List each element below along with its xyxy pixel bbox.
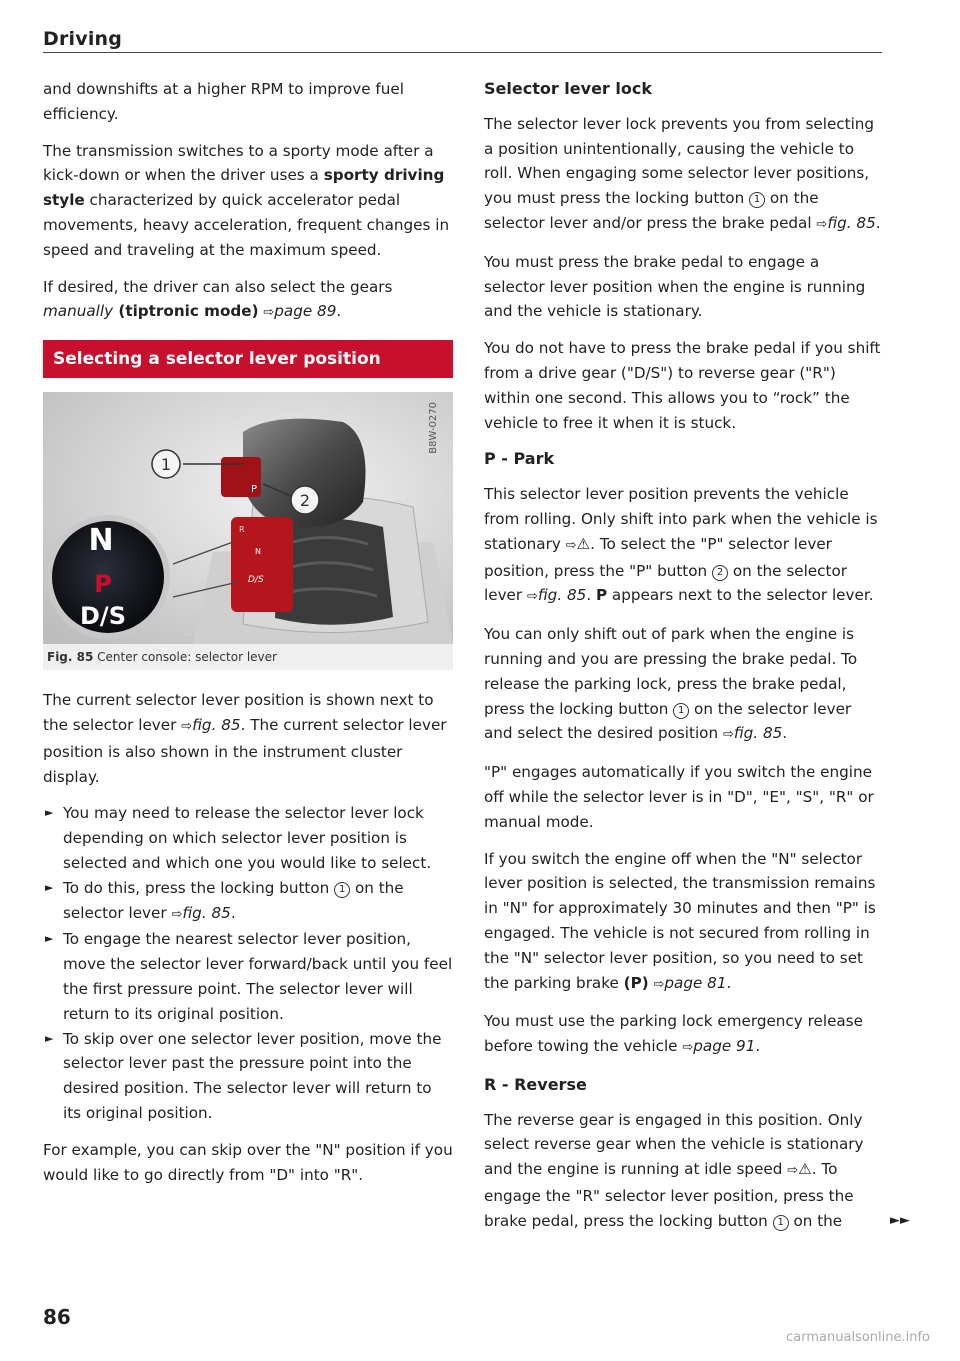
paragraph: You do not have to press the brake pedal if you shift from a drive gear ("D/S") to reverse gear ("R") within one second. This allows you to “rock” the vehicle to free it when it is stuck. (484, 339, 881, 432)
section-title: Selecting a selector lever position (43, 340, 453, 378)
instruction-list (43, 801, 453, 1125)
lever-n-label: N (255, 547, 261, 557)
paragraph: You can only shift out of park when the engine is running and you are pressing the brake pedal. To release the parking lock, press the brake pedal, press the locking button 1 on the selector lever and select the desired position ⇨fig. 85. (484, 625, 858, 743)
header-rule (43, 52, 882, 53)
arrow-icon: ⇨ (263, 305, 275, 321)
lever-ds-label: D/S (248, 575, 264, 586)
callout-1-icon: 1 (773, 1215, 789, 1231)
left-column (43, 77, 453, 1199)
fig-ref-link[interactable]: fig. 85 (827, 213, 876, 232)
callout-2-icon: 2 (712, 565, 728, 581)
paragraph: This selector lever position prevents the vehicle from rolling. Only shift into park when the vehicle is stationary ⇨⚠. To select the "P" selector lever position, press the "P" button 2 on the selector lever ⇨fig. 85. P appears next to the selector lever. (484, 485, 878, 605)
arrow-icon: ⇨ (526, 589, 538, 605)
continue-arrow-icon: ►► (890, 1212, 910, 1228)
list-item: ► To engage the nearest selector lever position, move the selector lever forward/back until you feel the first pressure point. The selector lever will return to its original position. (43, 927, 453, 1026)
watermark: carmanualsonline.info (786, 1330, 930, 1345)
arrow-icon: ⇨ (171, 906, 183, 922)
page-number: 86 (43, 1305, 71, 1329)
lever-r-label: R (239, 525, 245, 535)
callout-1-icon: 1 (673, 703, 689, 719)
paragraph: The reverse gear is engaged in this position. Only select reverse gear when the vehicle is stationary and the engine is running at idle speed ⇨⚠. To engage the "R" selector lever position, press the brake pedal, press the locking button 1 on the ►► (484, 1108, 884, 1234)
arrow-icon: ⇨ (565, 537, 577, 553)
paragraph: "P" engages automatically if you switch the engine off while the selector lever is in "D", "E", "S", "R" or manual mode. (484, 763, 874, 831)
warning-icon[interactable]: ⚠ (798, 1160, 812, 1179)
arrow-icon: ⇨ (653, 976, 665, 992)
paragraph: If you switch the engine off when the "N" selector lever position is selected, the transmission remains in "N" for approximately 30 minutes and then "P" is engaged. The vehicle is not secured from rolling in the "N" selector lever position, so you need to set the parking brake (P) ⇨page 81. (484, 849, 876, 992)
paragraph: You must press the brake pedal to engage a selector lever position when the engine is running and the vehicle is stationary. (484, 252, 866, 321)
paragraph: If desired, the driver can also select the gears manually (tiptronic mode) ⇨page 89. (43, 277, 393, 321)
display-ds-label: D/S (80, 602, 126, 631)
fig-ref-link[interactable]: fig. 85 (733, 724, 783, 743)
right-column (484, 77, 910, 1246)
arrow-icon: ⇨ (816, 216, 828, 232)
callout-1-icon: 1 (749, 192, 765, 208)
figure-caption: Fig. 85 Center console: selector lever (43, 644, 453, 670)
warning-icon[interactable]: ⚠ (576, 534, 591, 553)
arrow-icon: ⇨ (682, 1040, 694, 1056)
selector-lever-illustration (43, 392, 453, 644)
arrow-icon: ⇨ (722, 727, 734, 743)
list-item: ► You may need to release the selector lever lock depending on which selector lever position is selected and which one you would like to select. (43, 801, 453, 875)
paragraph: and downshifts at a higher RPM to improve fuel efficiency. (43, 80, 404, 123)
paragraph: The current selector lever position is shown next to the selector lever ⇨fig. 85. The current selector lever position is also shown in the instrument cluster display. (43, 691, 447, 786)
figure-selector-lever (43, 392, 453, 644)
list-item: ► To do this, press the locking button 1 on the selector lever ⇨fig. 85. (43, 876, 453, 928)
page-ref-link[interactable]: page 91 (693, 1037, 756, 1056)
arrow-icon: ⇨ (181, 718, 193, 734)
paragraph: The selector lever lock prevents you from selecting a position unintentionally, causing the vehicle to roll. When engaging some selector lever positions, you must press the locking button 1 on the selector lever and/or press the brake pedal ⇨fig. 85. (484, 114, 881, 232)
callout-1-icon: 1 (334, 882, 350, 898)
display-p-label: P (94, 570, 112, 599)
paragraph: For example, you can skip over the "N" position if you would like to go directly from "D" into "R". (43, 1140, 453, 1184)
paragraph: You must use the parking lock emergency release before towing the vehicle ⇨page 91. (484, 1012, 863, 1056)
header-section-title: Driving (43, 28, 123, 50)
figure-code: B8W-0270 (428, 402, 440, 454)
heading-selector-lever-lock: Selector lever lock (484, 79, 652, 98)
lever-p-label: P (251, 484, 258, 496)
arrow-icon: ⇨ (787, 1163, 799, 1179)
fig-ref-link[interactable]: fig. 85 (182, 903, 231, 922)
svg-text:1: 1 (160, 455, 172, 475)
fig-ref-link[interactable]: fig. 85 (537, 586, 587, 605)
display-n-label: N (88, 523, 114, 559)
paragraph: The transmission switches to a sporty mode after a kick-down or when the driver uses a sporty driving style characterized by quick accelerator pedal movements, heavy acceleration, frequent changes in speed and traveling at the maximum speed. (43, 141, 450, 259)
heading-reverse: R - Reverse (484, 1074, 587, 1094)
heading-park: P - Park (484, 449, 555, 469)
list-item: ► To skip over one selector lever position, move the selector lever past the pressure point into the desired position. The selector lever will return to its original position. (43, 1027, 453, 1126)
fig-ref-link[interactable]: fig. 85 (192, 715, 241, 734)
parking-brake-icon: (P) (623, 973, 649, 992)
svg-text:2: 2 (299, 491, 311, 511)
page-ref-link[interactable]: page 81 (664, 973, 727, 992)
page-ref-link[interactable]: page 89 (274, 302, 337, 321)
